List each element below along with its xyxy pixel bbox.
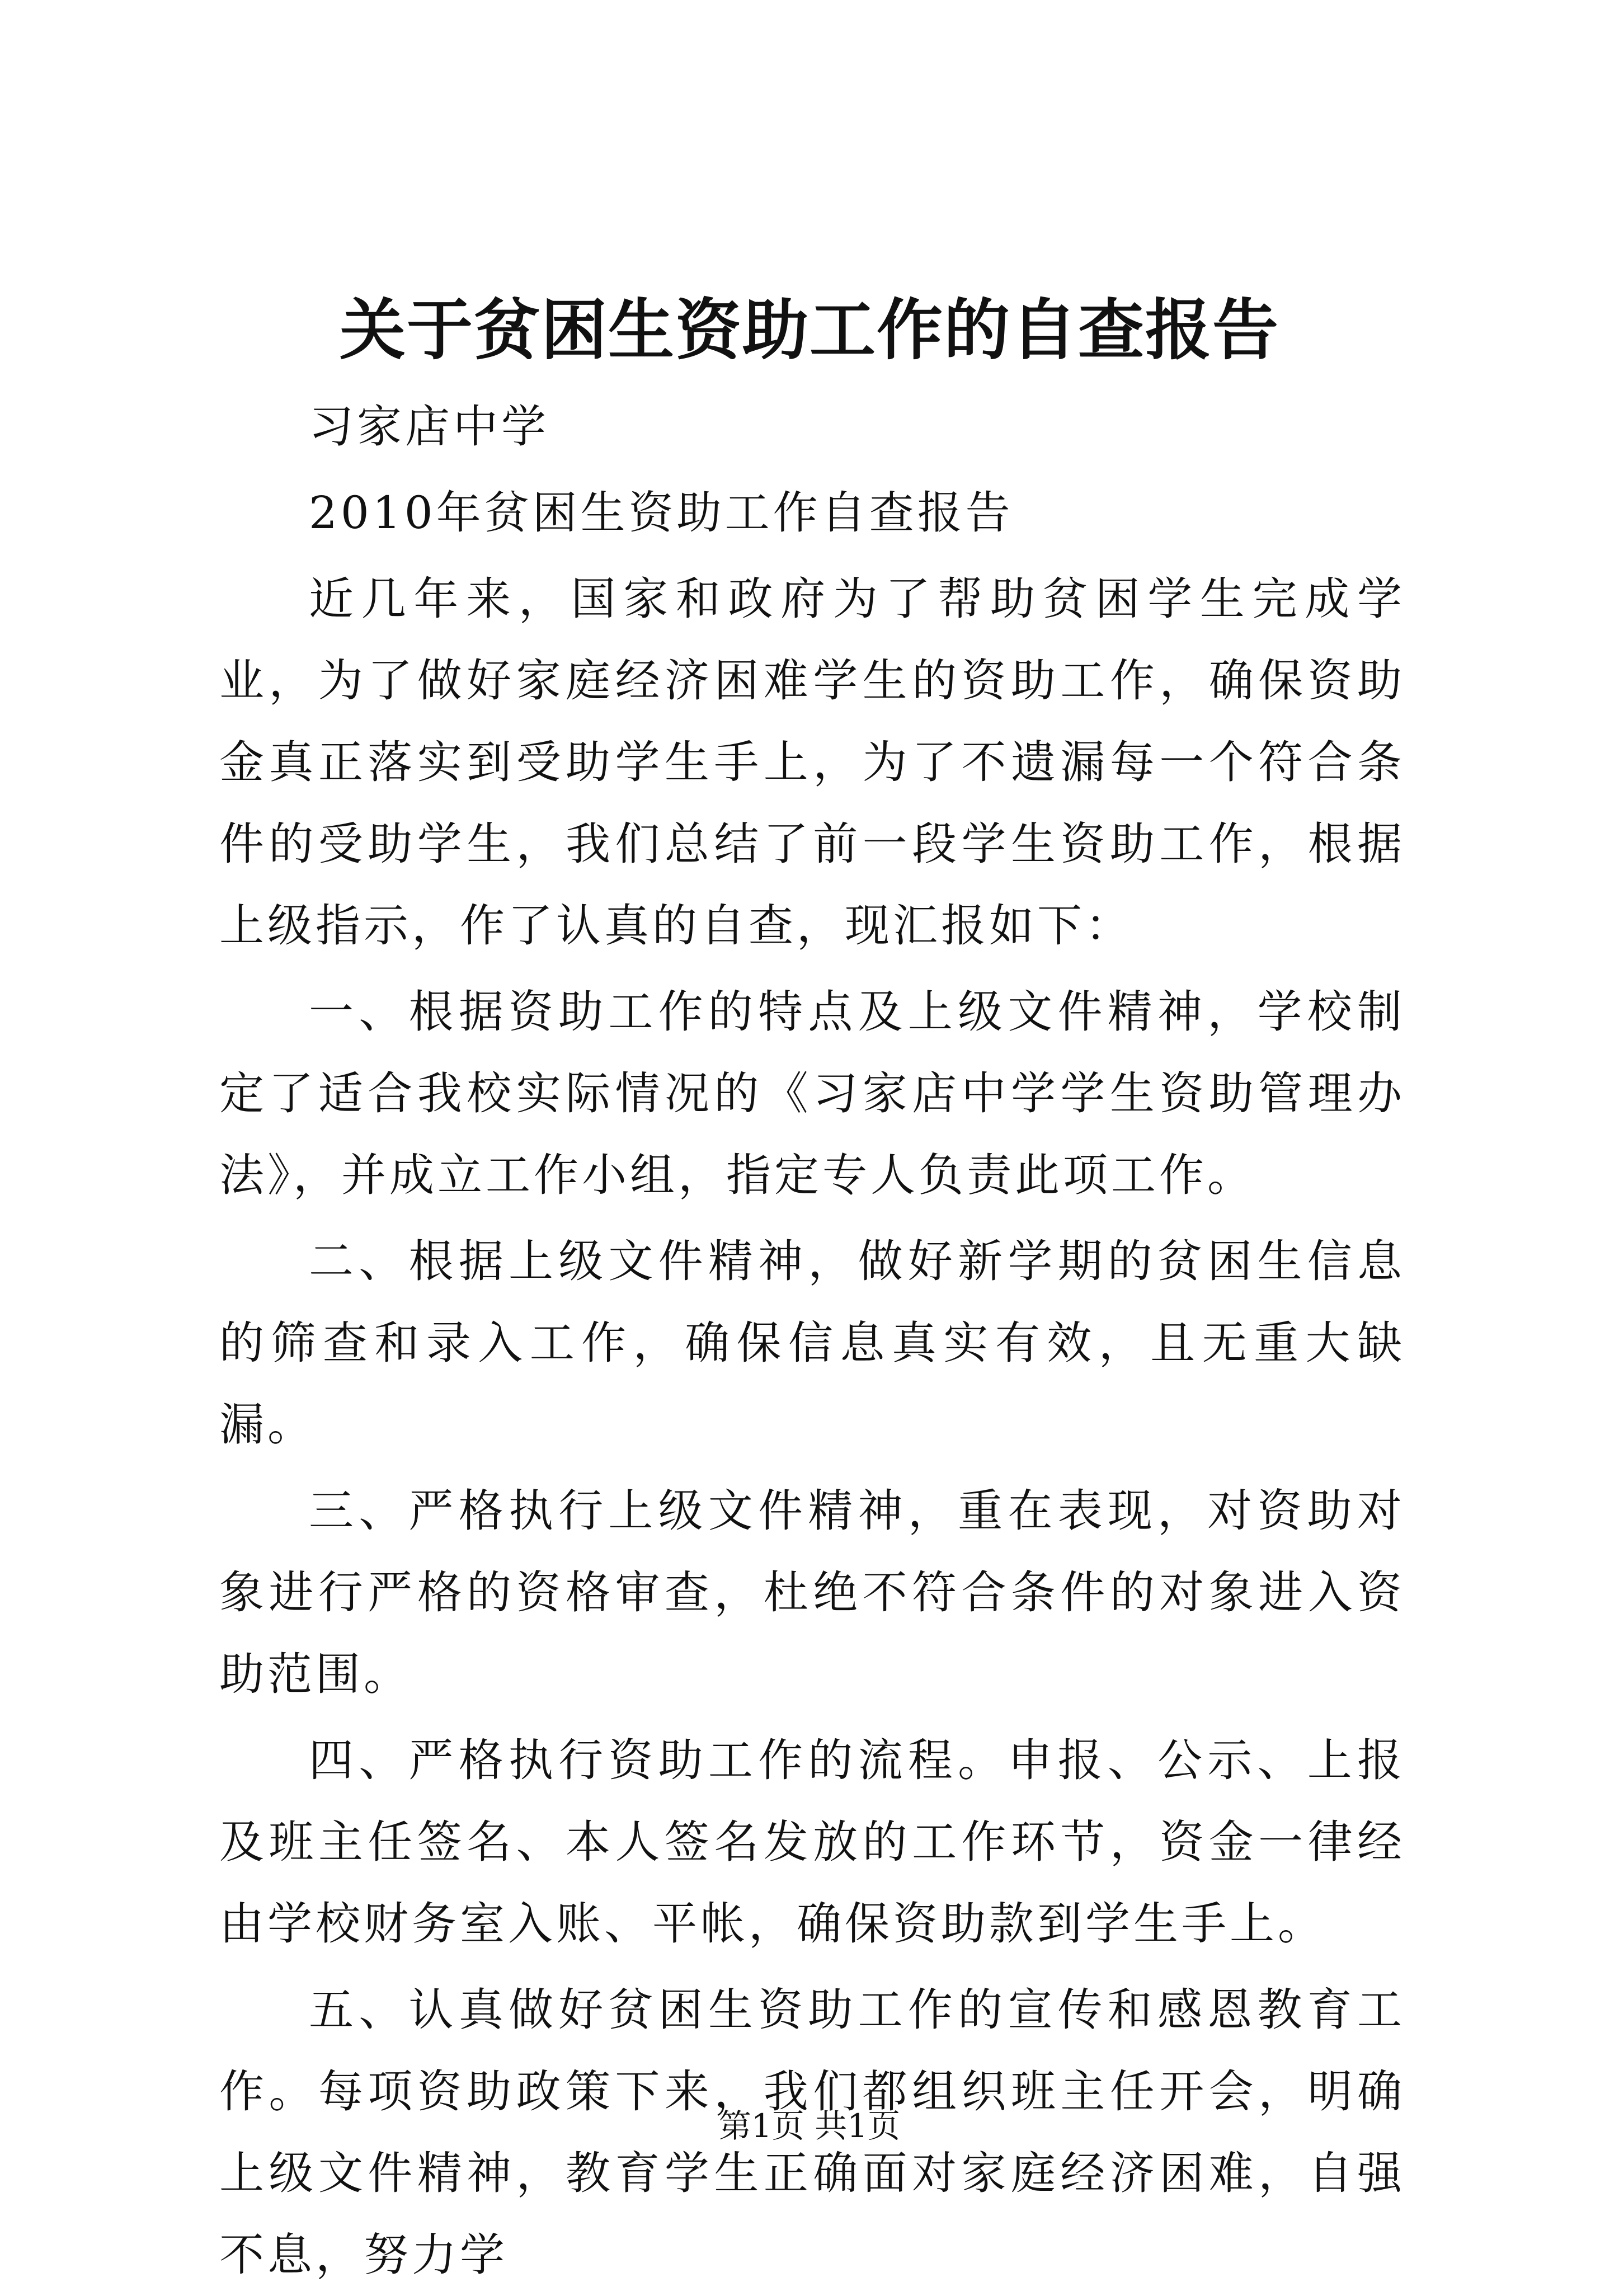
item-4-paragraph: 四、严格执行资助工作的流程。申报、公示、上报及班主任签名、本人签名发放的工作环节，资金一律经由学校财务室入账、平帐，确保资助款到学生手上。 bbox=[219, 1734, 1405, 1950]
item-3-paragraph: 三、严格执行上级文件精神，重在表现，对资助对象进行严格的资格审查，杜绝不符合条件的对象进入资助范围。 bbox=[219, 1485, 1405, 1700]
item-2-paragraph: 二、根据上级文件精神，做好新学期的贫困生信息的筛查和录入工作，确保信息真实有效，且无重大缺漏。 bbox=[219, 1235, 1405, 1451]
school-name: 习家店中学 bbox=[309, 401, 549, 453]
intro-paragraph: 近几年来，国家和政府为了帮助贫困学生完成学业，为了做好家庭经济困难学生的资助工作，确保资助金真正落实到受助学生手上，为了不遗漏每一个符合条件的受助学生，我们总结了前一段学生资助工作，根据上级指示，作了认真的自查，现汇报如下： bbox=[219, 573, 1405, 952]
item-5-paragraph: 五、认真做好贫困生资助工作的宣传和感恩教育工作。每项资助政策下来，我们都组织班主任开会，明确上级文件精神，教育学生正确面对家庭经济困难，自强不息，努力学 bbox=[219, 1984, 1405, 2281]
page-footer: 第1页 共1页 bbox=[718, 2107, 901, 2145]
document-title: 关于贫困生资助工作的自查报告 bbox=[339, 291, 1279, 369]
document-body bbox=[219, 386, 1405, 2296]
report-subtitle: 2010年贫困生资助工作自查报告 bbox=[309, 487, 1014, 539]
item-1-paragraph: 一、根据资助工作的特点及上级文件精神，学校制定了适合我校实际情况的《习家店中学学生资助管理办法》，并成立工作小组，指定专人负责此项工作。 bbox=[219, 986, 1405, 1201]
